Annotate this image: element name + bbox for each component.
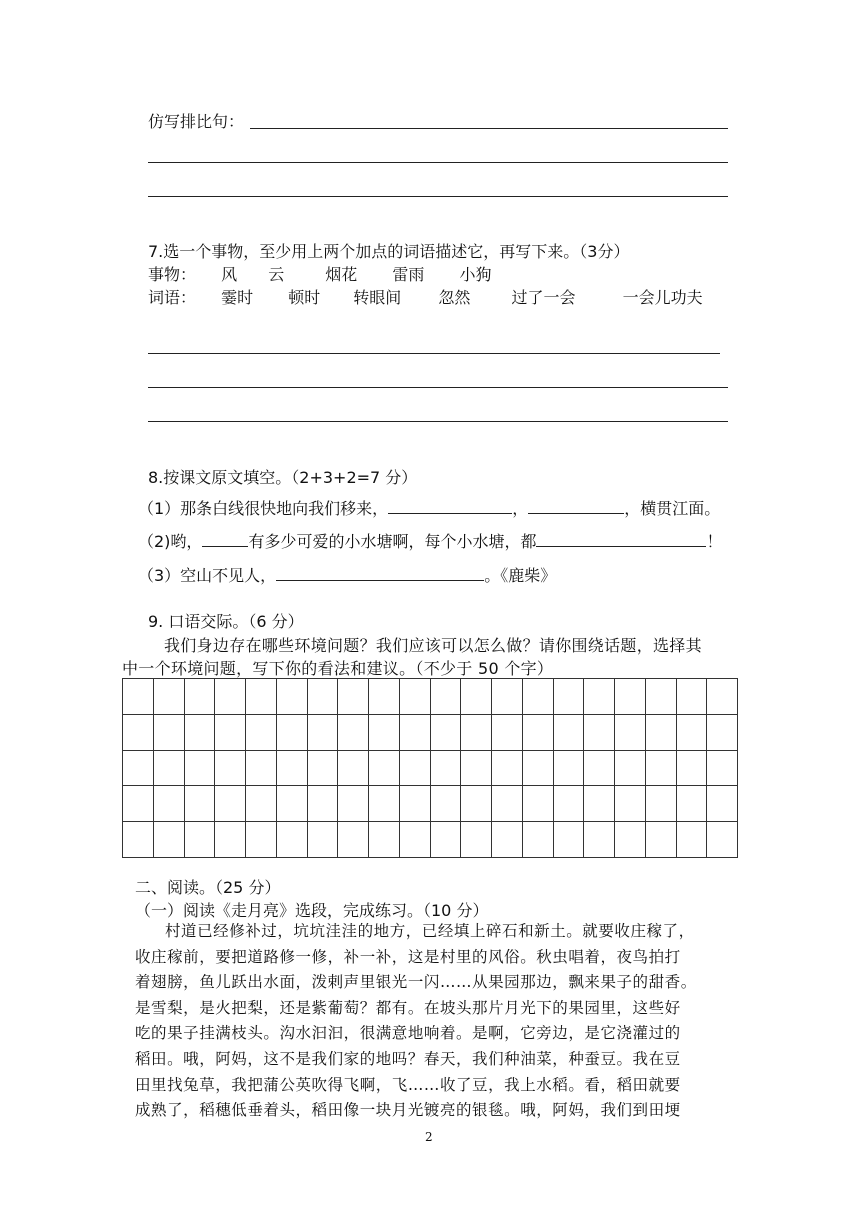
q7-thing: 烟花 [325, 265, 358, 284]
grid-cell[interactable] [615, 714, 646, 750]
q7-word: 忽然 [438, 288, 471, 307]
q7-answer-line-1[interactable] [148, 353, 720, 354]
q8-blank-3[interactable] [202, 530, 248, 547]
grid-cell[interactable] [338, 750, 369, 786]
q8-l2-text-a: （2)哟， [138, 532, 203, 551]
grid-cell[interactable] [369, 750, 400, 786]
passage-line: 田里找兔草，我把蒲公英吹得飞啊，飞……收了豆，我上水稻。看，稻田就要 [135, 1075, 681, 1094]
q9-title: 9. 口语交际。（6 分） [148, 612, 304, 631]
q7-thing: 云 [268, 265, 285, 284]
q7-thing: 风 [221, 265, 238, 284]
grid-cell[interactable] [307, 679, 338, 715]
q7-word: 顿时 [288, 288, 321, 307]
q8-blank-4[interactable] [536, 530, 706, 547]
q9-prompt-line-1: 我们身边存在哪些环境问题？我们应该可以怎么做？请你围绕话题，选择其 [164, 636, 702, 655]
grid-cell[interactable] [307, 714, 338, 750]
grid-cell[interactable] [399, 714, 430, 750]
q8-l1-text-a: （1）那条白线很快地向我们移来， [138, 499, 389, 518]
grid-cell[interactable] [276, 750, 307, 786]
grid-cell[interactable] [153, 714, 184, 750]
grid-cell[interactable] [184, 822, 215, 858]
passage-line: 着翅膀，鱼儿跃出水面，泼剌声里银光一闪……从果园那边，飘来果子的甜香。 [135, 973, 697, 992]
grid-row [123, 679, 738, 715]
grid-cell[interactable] [338, 822, 369, 858]
q7-thing: 雷雨 [392, 265, 425, 284]
grid-cell[interactable] [184, 714, 215, 750]
grid-cell[interactable] [276, 679, 307, 715]
grid-cell[interactable] [307, 786, 338, 822]
q7-thing: 小狗 [459, 265, 492, 284]
q8-line-3 [138, 564, 556, 586]
grid-cell[interactable] [522, 786, 553, 822]
q8-l1-text-c: ，横贯江面。 [624, 499, 721, 518]
grid-cell[interactable] [123, 679, 154, 715]
grid-cell[interactable] [461, 750, 492, 786]
q7-words-row [148, 288, 703, 308]
q7-word: 一会儿功夫 [622, 288, 703, 307]
grid-cell[interactable] [369, 786, 400, 822]
grid-cell[interactable] [215, 786, 246, 822]
grid-cell[interactable] [492, 750, 523, 786]
q8-l3-text-b: 。《鹿柴》 [484, 566, 557, 585]
grid-cell[interactable] [553, 786, 584, 822]
grid-cell[interactable] [584, 822, 615, 858]
grid-cell[interactable] [246, 786, 277, 822]
grid-cell[interactable] [369, 679, 400, 715]
grid-cell[interactable] [153, 822, 184, 858]
grid-cell[interactable] [645, 750, 676, 786]
grid-cell[interactable] [492, 822, 523, 858]
q8-line-2 [138, 530, 722, 552]
grid-cell[interactable] [676, 786, 707, 822]
grid-cell[interactable] [246, 714, 277, 750]
grid-cell[interactable] [276, 714, 307, 750]
grid-cell[interactable] [430, 714, 461, 750]
q7-answer-line-2[interactable] [148, 387, 728, 388]
grid-cell[interactable] [553, 714, 584, 750]
q7-words-label: 词语： [148, 288, 197, 307]
q8-blank-5[interactable] [276, 564, 484, 581]
grid-cell[interactable] [676, 822, 707, 858]
grid-cell[interactable] [584, 750, 615, 786]
grid-cell[interactable] [492, 786, 523, 822]
q9-prompt-line-2: 中一个环境问题，写下你的看法和建议。（不少于 50 个字） [122, 659, 554, 678]
grid-cell[interactable] [123, 750, 154, 786]
grid-cell[interactable] [615, 679, 646, 715]
passage-line: 吃的果子挂满枝头。沟水汩汩，很满意地响着。是啊，它旁边，是它浇灌过的 [135, 1024, 681, 1043]
q6-answer-line-3[interactable] [148, 196, 728, 197]
grid-cell[interactable] [276, 786, 307, 822]
grid-cell[interactable] [123, 786, 154, 822]
grid-cell[interactable] [645, 786, 676, 822]
grid-cell[interactable] [246, 750, 277, 786]
grid-cell[interactable] [676, 714, 707, 750]
grid-cell[interactable] [153, 750, 184, 786]
page-number: 2 [425, 1130, 433, 1144]
grid-cell[interactable] [276, 822, 307, 858]
grid-row [123, 822, 738, 858]
grid-cell[interactable] [615, 786, 646, 822]
grid-cell[interactable] [707, 750, 738, 786]
grid-cell[interactable] [369, 714, 400, 750]
grid-cell[interactable] [584, 786, 615, 822]
grid-cell[interactable] [215, 714, 246, 750]
grid-cell[interactable] [215, 822, 246, 858]
q7-word: 转眼间 [353, 288, 402, 307]
grid-cell[interactable] [307, 750, 338, 786]
grid-cell[interactable] [645, 714, 676, 750]
q6-label: 仿写排比句： [148, 112, 245, 131]
q7-word: 霎时 [221, 288, 254, 307]
q6-answer-line-1[interactable] [250, 128, 728, 129]
grid-row [123, 750, 738, 786]
grid-cell[interactable] [707, 714, 738, 750]
grid-cell[interactable] [338, 786, 369, 822]
grid-cell[interactable] [153, 679, 184, 715]
q8-line-1 [138, 497, 720, 519]
q7-title: 7.选一个事物，至少用上两个加点的词语描述它，再写下来。（3分） [148, 242, 630, 261]
grid-cell[interactable] [615, 750, 646, 786]
grid-cell[interactable] [553, 750, 584, 786]
passage-line: 村道已经修补过，坑坑洼洼的地方，已经填上碎石和新土。就要收庄稼了， [165, 922, 695, 940]
grid-cell[interactable] [584, 714, 615, 750]
q8-l2-text-c: ！ [706, 532, 723, 551]
grid-cell[interactable] [399, 750, 430, 786]
grid-cell[interactable] [430, 786, 461, 822]
grid-cell[interactable] [707, 822, 738, 858]
passage-line: 成熟了，稻穗低垂着头，稻田像一块月光镀亮的银毯。哦，阿妈，我们到田埂 [135, 1101, 681, 1120]
q7-things-label: 事物： [148, 265, 197, 284]
grid-cell[interactable] [399, 786, 430, 822]
grid-cell[interactable] [461, 822, 492, 858]
grid-cell[interactable] [615, 822, 646, 858]
grid-cell[interactable] [645, 679, 676, 715]
reading-passage [135, 919, 733, 1124]
reading-section-title: 二、阅读。（25 分） [135, 878, 281, 897]
grid-cell[interactable] [184, 750, 215, 786]
grid-cell[interactable] [522, 679, 553, 715]
grid-cell[interactable] [215, 679, 246, 715]
passage-line: 是雪梨，是火把梨，还是紫葡萄？都有。在坡头那片月光下的果园里，这些好 [135, 998, 681, 1017]
grid-row [123, 786, 738, 822]
q7-word: 过了一会 [511, 288, 576, 307]
q8-l1-text-b: ， [512, 499, 529, 518]
grid-cell[interactable] [553, 679, 584, 715]
grid-cell[interactable] [430, 679, 461, 715]
grid-cell[interactable] [399, 822, 430, 858]
grid-cell[interactable] [645, 822, 676, 858]
q7-things-row [148, 265, 491, 285]
q8-blank-1[interactable] [388, 497, 512, 514]
grid-cell[interactable] [215, 750, 246, 786]
q8-title: 8.按课文原文填空。（2+3+2=7 分） [148, 468, 418, 487]
grid-cell[interactable] [369, 822, 400, 858]
q6-answer-line-2[interactable] [148, 162, 728, 163]
grid-cell[interactable] [522, 822, 553, 858]
grid-cell[interactable] [707, 786, 738, 822]
grid-cell[interactable] [338, 679, 369, 715]
q8-l2-text-b: 有多少可爱的小水塘啊，每个小水塘，都 [248, 532, 537, 551]
reading-sub-title: （一）阅读《走月亮》选段，完成练习。（10 分） [135, 901, 489, 920]
grid-cell[interactable] [123, 822, 154, 858]
grid-cell[interactable] [492, 714, 523, 750]
grid-cell[interactable] [307, 822, 338, 858]
grid-cell[interactable] [246, 679, 277, 715]
writing-grid[interactable] [122, 678, 738, 858]
q8-l3-text-a: （3）空山不见人， [138, 566, 277, 585]
passage-line: 收庄稼前，要把道路修一修，补一补，这是村里的风俗。秋虫唱着，夜鸟拍打 [135, 947, 681, 966]
grid-cell[interactable] [522, 714, 553, 750]
grid-cell[interactable] [246, 822, 277, 858]
q7-answer-line-3[interactable] [148, 421, 728, 422]
grid-cell[interactable] [584, 679, 615, 715]
grid-cell[interactable] [184, 679, 215, 715]
grid-cell[interactable] [399, 679, 430, 715]
grid-cell[interactable] [676, 750, 707, 786]
grid-row [123, 714, 738, 750]
grid-cell[interactable] [522, 750, 553, 786]
grid-cell[interactable] [553, 822, 584, 858]
grid-cell[interactable] [430, 750, 461, 786]
grid-cell[interactable] [707, 679, 738, 715]
grid-cell[interactable] [430, 822, 461, 858]
grid-cell[interactable] [461, 786, 492, 822]
grid-cell[interactable] [184, 786, 215, 822]
grid-cell[interactable] [676, 679, 707, 715]
q8-blank-2[interactable] [528, 497, 624, 514]
grid-cell[interactable] [461, 679, 492, 715]
grid-cell[interactable] [461, 714, 492, 750]
grid-cell[interactable] [123, 714, 154, 750]
grid-cell[interactable] [338, 714, 369, 750]
passage-line: 稻田。哦，阿妈，这不是我们家的地吗？春天，我们种油菜，种蚕豆。我在豆 [135, 1049, 681, 1068]
grid-cell[interactable] [153, 786, 184, 822]
grid-cell[interactable] [492, 679, 523, 715]
